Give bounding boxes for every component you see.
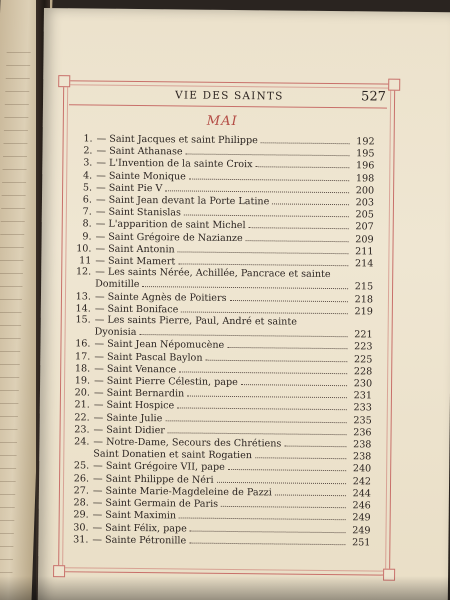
toc-entry-title: Dyonisia [94,326,137,339]
toc-entry-page: 251 [352,536,371,549]
toc-entry-page: 233 [353,402,372,414]
corner-ornament-top-right [388,79,400,91]
toc-entry-title: — Sainte Agnès de Poitiers [94,291,227,304]
toc-leader-dots [228,461,346,471]
toc-leader-dots [184,207,349,218]
toc-entry-number: 7. [82,206,92,218]
toc-entry-number: 3. [83,157,93,169]
toc-entry-title: — Saint Germain de Paris [92,497,219,510]
toc-entry-title: — Sainte Pétronille [92,534,187,547]
toc-leader-dots [217,474,347,484]
toc-entry-page: 198 [355,172,375,185]
toc-entry-title: Saint Donatien et saint Rogatien [93,448,253,462]
toc-entry-title: — L'Invention de la sainte Croix [96,157,253,171]
month-heading: MAI [206,113,238,130]
toc-entry-number: 16. [75,338,91,350]
toc-entry-number: 4. [83,170,93,182]
toc-entry-page: 211 [355,246,374,258]
toc-entry-page: 209 [355,233,374,246]
toc-entry-title: — Saint Grégoire de Nazianze [95,231,243,244]
toc-entry-page: 205 [355,209,374,221]
toc-entry-number: 27. [73,485,90,497]
toc-leader-dots [165,182,349,193]
toc-entry-title: — Saint Pierre Célestin, pape [94,375,238,389]
toc-entry-title: — Saint Pascal Baylon [94,351,203,364]
corner-ornament-top-left [58,75,70,87]
toc-entry-title: — Saint Stanislas [95,206,182,219]
toc-entry-title: — Sainte Julie [93,412,163,424]
toc-entry-number: 17. [75,351,91,363]
toc-entry-page: 231 [353,390,373,402]
toc-entry-number: 22. [74,412,90,424]
toc-leader-dots [186,146,350,157]
toc-leader-dots [272,195,349,205]
toc-leader-dots [190,522,346,533]
toc-entry-title: — Sainte Monique [96,170,186,183]
toc-entry-page: 246 [352,500,371,512]
toc-leader-dots [181,303,348,314]
toc-entry-page: 236 [353,427,372,439]
toc-entry-page: 228 [353,366,373,378]
toc-entry-title: — Saint Philippe de Néri [93,473,214,486]
toc-entry-title: — L'apparition de saint Michel [95,218,246,232]
toc-leader-dots [241,376,347,386]
toc-entry-number: 9. [82,231,92,243]
toc-leader-dots [139,326,347,337]
toc-leader-dots [221,498,346,508]
toc-entry-number: 5. [82,182,93,194]
toc-leader-dots [179,363,347,374]
toc-entry-number: 18. [74,363,91,375]
toc-entry-number: 1. [83,133,93,145]
toc-entry-title: — Saint Hospice [93,400,175,412]
toc-leader-dots [189,534,345,545]
toc-entry-page: 238 [353,439,372,451]
toc-entry-page: 215 [354,281,374,293]
toc-leader-dots [178,243,349,254]
toc-entry-title: — Sainte Marie-Magdeleine de Pazzi [92,485,272,499]
toc-entry-page: 244 [352,488,371,500]
toc-entry-number: 20. [74,387,91,399]
toc-entry-title: — Saint Bernardin [93,387,185,400]
toc-entry-title: — Saint Jacques et saint Philippe [96,133,258,147]
toc-leader-dots [275,486,346,496]
toc-leader-dots [230,292,349,302]
toc-entry-page: 214 [354,258,374,270]
toc-leader-dots [246,232,349,242]
toc-entry-page: 225 [353,353,373,366]
toc-entry-number: 10. [76,243,92,255]
toc-leader-dots [300,317,348,326]
right-page [38,8,450,600]
toc-leader-dots [227,339,347,349]
toc-leader-dots [168,424,347,435]
toc-leader-dots [249,220,349,230]
toc-entry-title: — Saint Pie V [96,182,163,195]
toc-entry-number: 26. [73,473,90,485]
toc-entry-number: 28. [73,497,89,509]
toc-entry-title: — Saint Antonin [95,243,175,256]
toc-entry-title: — Saint Jean Népomucène [94,339,225,352]
toc-entry-number: 11 [79,255,92,267]
toc-leader-dots [206,351,348,361]
toc-entry-number: 13. [75,290,92,303]
toc-leader-dots [255,450,346,460]
toc-entry-number: 21. [74,399,90,411]
toc-entry-title: — Saint Maximin [92,509,177,522]
toc-entry-number: 23. [74,424,90,436]
toc-entry-page: 218 [354,293,374,306]
toc-leader-dots [179,510,346,521]
toc-entry-page: 207 [355,221,374,233]
left-page-text-lines [0,40,31,580]
toc-entry-title: — Notre-Dame, Secours des Chrétiens [93,436,282,450]
page-number: 527 [361,89,386,105]
running-head: VIE DES SAINTS [175,89,284,103]
toc-leader-dots [165,412,346,423]
toc-leader-dots [178,255,348,266]
toc-entry-number: 14. [75,303,91,315]
toc-entry-number: 29. [73,509,89,521]
toc-entry-number: 24. [74,436,90,448]
toc-entry-title: — Saint Didier [93,424,165,437]
toc-entry-page: 242 [352,475,372,488]
toc-entry-title: — Saint Athanase [96,145,183,158]
toc-entry-title: — Saint Grégoire VII, pape [93,461,225,474]
toc-leader-dots [142,278,348,289]
toc-entry-page: 238 [352,451,372,463]
toc-leader-dots [187,388,347,399]
toc-entry-number: 2. [83,145,93,157]
toc-entry-page: 195 [356,148,375,160]
toc-entry-page: 230 [353,378,373,390]
toc-entry-page: 221 [354,329,373,341]
toc-entry-page: 249 [352,524,371,536]
toc-entry-title: Domitille [95,278,140,291]
toc-entry-number: 31. [73,534,89,546]
toc-entry-number: 12. [75,266,92,278]
toc-entry-page: 196 [355,160,375,172]
toc-entry-title: — Les saints Nérée, Achillée, Pancrace et sainte [95,266,331,281]
toc-leader-dots [177,400,347,411]
toc-entry-number: 15. [75,314,91,326]
toc-entry-number: 19. [74,375,91,387]
toc-entry-page: 249 [352,512,371,524]
toc-entry-title: — Saint Venance [94,363,177,376]
toc-leader-dots [284,438,346,448]
bottom-shadow [0,576,450,600]
toc-entry-number: 30. [73,521,89,533]
toc-entry-title: — Saint Félix, pape [92,522,187,535]
toc-entry-number: 6. [82,194,93,206]
toc-entry-title: — Saint Boniface [94,303,179,316]
toc-entry-page: 203 [355,197,375,209]
toc-entry-page: 240 [352,463,372,475]
toc-entry-page: 200 [355,185,375,197]
toc-entry-page: 192 [356,136,375,148]
toc-leader-dots [256,159,350,169]
toc-entry-title: — Les saints Pierre, Paul, André et sainte [94,314,297,328]
toc-leader-dots [261,134,350,144]
toc-entry-page: 219 [354,306,373,318]
toc-entry-number: 25. [73,460,90,472]
toc-leader-dots [189,170,349,181]
toc-entry-title: — Saint Mamert [95,255,176,268]
toc-leader-dots [334,269,349,277]
toc-entry-title: — Saint Jean devant la Porte Latine [95,194,270,208]
table-of-contents [70,132,374,548]
toc-entry-page: 223 [354,341,373,353]
toc-entry-page: 235 [353,414,372,427]
toc-entry-number: 8. [82,218,92,230]
